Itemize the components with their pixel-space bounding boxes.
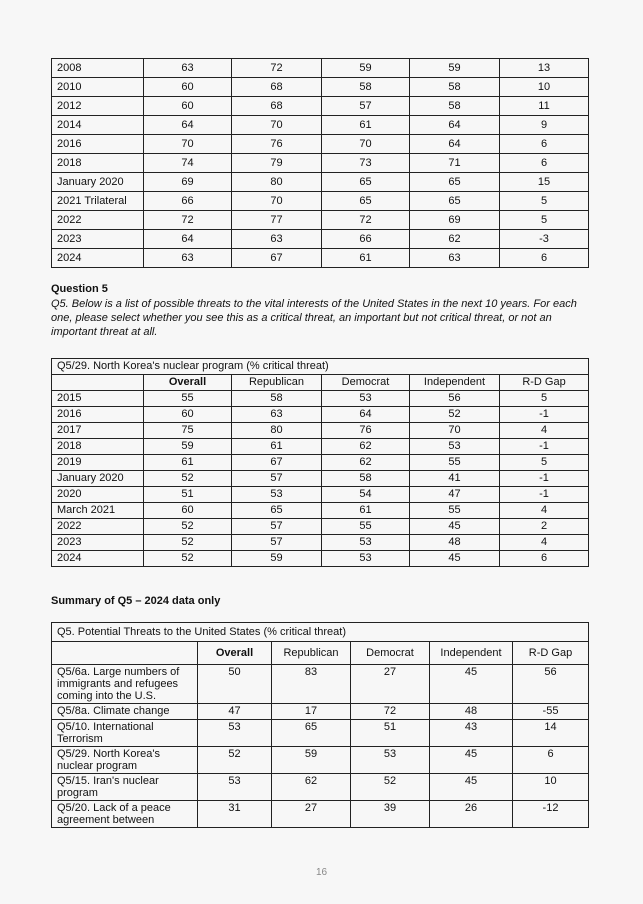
table-cell: 72	[232, 59, 322, 78]
table-cell: 62	[410, 230, 500, 249]
table-cell: 26	[430, 801, 513, 828]
table-row	[52, 519, 589, 535]
table-cell: 53	[322, 535, 410, 551]
table-cell: 4	[500, 503, 589, 519]
table-cell: 72	[144, 211, 232, 230]
table-row	[52, 78, 589, 97]
table-cell: 70	[322, 135, 410, 154]
table-cell: 52	[144, 471, 232, 487]
table-row	[52, 455, 589, 471]
table-cell: 63	[144, 59, 232, 78]
table-cell: 53	[198, 720, 272, 747]
table-cell: 58	[322, 471, 410, 487]
table-cell: 55	[322, 519, 410, 535]
table-cell: 58	[232, 391, 322, 407]
table-cell: 51	[144, 487, 232, 503]
table-cell: 52	[144, 519, 232, 535]
north-korea-table	[51, 358, 589, 567]
table-row	[52, 503, 589, 519]
table-cell: 67	[232, 249, 322, 268]
table-cell: 47	[410, 487, 500, 503]
table-cell: 45	[410, 519, 500, 535]
table-cell: 53	[198, 774, 272, 801]
table-cell: 61	[322, 503, 410, 519]
row-label: January 2020	[52, 471, 144, 487]
table-cell: 60	[144, 407, 232, 423]
table-cell: 64	[144, 116, 232, 135]
column-header: R-D Gap	[500, 375, 589, 391]
table-cell: 10	[500, 78, 589, 97]
table-cell: 66	[144, 192, 232, 211]
table-cell: 52	[410, 407, 500, 423]
table-cell: 58	[322, 78, 410, 97]
table-cell: -1	[500, 407, 589, 423]
trend-table-continued	[51, 58, 589, 268]
table-cell: 17	[272, 704, 351, 720]
table-row	[52, 116, 589, 135]
table-cell: 80	[232, 423, 322, 439]
table-row	[52, 249, 589, 268]
table-cell: 53	[351, 747, 430, 774]
table-cell: 56	[513, 665, 589, 704]
table-cell: 66	[322, 230, 410, 249]
summary-table	[51, 622, 589, 828]
table-row	[52, 211, 589, 230]
table-cell: 56	[410, 391, 500, 407]
table-cell: 63	[144, 249, 232, 268]
table-cell: 65	[410, 173, 500, 192]
table-caption: Q5/29. North Korea's nuclear program (% critical threat)	[52, 359, 589, 375]
table-cell: 65	[322, 173, 410, 192]
table-cell: 52	[351, 774, 430, 801]
question-5-text: Q5. Below is a list of possible threats to the vital interests of the United States in the next 10 years. For each one, please select whether you see this as a critical threat, an important but not critical threat, or not an important threat at all.	[51, 298, 577, 338]
column-header: Independent	[430, 642, 513, 665]
table-cell: 53	[232, 487, 322, 503]
table-row	[52, 391, 589, 407]
table-row	[52, 423, 589, 439]
table-cell: 57	[322, 97, 410, 116]
table-cell: -1	[500, 487, 589, 503]
column-header: Republican	[232, 375, 322, 391]
table-row	[52, 665, 589, 704]
column-header: Independent	[410, 375, 500, 391]
table-cell: 15	[500, 173, 589, 192]
table-cell: 61	[232, 439, 322, 455]
table-cell: 52	[144, 535, 232, 551]
table-cell: 31	[198, 801, 272, 828]
table-cell: 59	[232, 551, 322, 567]
table-caption: Q5. Potential Threats to the United States (% critical threat)	[52, 623, 589, 642]
table-cell: 2	[500, 519, 589, 535]
row-label: 2018	[52, 154, 144, 173]
table-cell: 63	[232, 407, 322, 423]
row-label: 2010	[52, 78, 144, 97]
table-cell: 27	[272, 801, 351, 828]
table-row	[52, 535, 589, 551]
table-cell: 60	[144, 78, 232, 97]
row-label: 2024	[52, 551, 144, 567]
table-cell: 41	[410, 471, 500, 487]
table-cell: 6	[500, 154, 589, 173]
row-label: 2019	[52, 455, 144, 471]
table-cell: 6	[513, 747, 589, 774]
row-label: 2017	[52, 423, 144, 439]
row-label: Q5/15. Iran's nuclear program	[52, 774, 198, 801]
table-cell: 5	[500, 192, 589, 211]
table-cell: 27	[351, 665, 430, 704]
table-cell: 61	[144, 455, 232, 471]
table-cell: 80	[232, 173, 322, 192]
table-row	[52, 135, 589, 154]
page-number: 16	[315, 867, 328, 878]
table-cell: 62	[322, 455, 410, 471]
row-label: 2014	[52, 116, 144, 135]
column-header: Republican	[272, 642, 351, 665]
table-cell: 47	[198, 704, 272, 720]
table-cell: 68	[232, 78, 322, 97]
row-label: 2020	[52, 487, 144, 503]
row-label: Q5/6a. Large numbers of immigrants and refugees coming into the U.S.	[52, 665, 198, 704]
column-header	[52, 642, 198, 665]
table-cell: 60	[144, 97, 232, 116]
table-cell: -12	[513, 801, 589, 828]
table-cell: 45	[430, 665, 513, 704]
table-cell: 6	[500, 551, 589, 567]
table-cell: 68	[232, 97, 322, 116]
table-cell: 62	[322, 439, 410, 455]
table-cell: 54	[322, 487, 410, 503]
table-cell: 60	[144, 503, 232, 519]
table-cell: 53	[322, 551, 410, 567]
table-cell: 57	[232, 519, 322, 535]
table-cell: 57	[232, 535, 322, 551]
table-cell: 48	[430, 704, 513, 720]
table-cell: 6	[500, 135, 589, 154]
row-label: 2018	[52, 439, 144, 455]
table-cell: 69	[144, 173, 232, 192]
table-row	[52, 154, 589, 173]
row-label: 2015	[52, 391, 144, 407]
table-row	[52, 704, 589, 720]
table-row	[52, 471, 589, 487]
table-cell: 52	[144, 551, 232, 567]
table-cell: 4	[500, 423, 589, 439]
table-cell: 59	[410, 59, 500, 78]
row-label: 2021 Trilateral	[52, 192, 144, 211]
table-row	[52, 774, 589, 801]
table-row	[52, 407, 589, 423]
table-cell: 70	[410, 423, 500, 439]
column-header: Overall	[144, 375, 232, 391]
table-cell: 75	[144, 423, 232, 439]
table-cell: 73	[322, 154, 410, 173]
table-cell: 45	[410, 551, 500, 567]
table-cell: 63	[232, 230, 322, 249]
row-label: 2023	[52, 230, 144, 249]
table-row	[52, 747, 589, 774]
row-label: Q5/10. International Terrorism	[52, 720, 198, 747]
table-cell: 53	[410, 439, 500, 455]
table-row	[52, 192, 589, 211]
table-cell: 55	[410, 503, 500, 519]
table-cell: 65	[232, 503, 322, 519]
table-cell: 43	[430, 720, 513, 747]
table-row	[52, 801, 589, 828]
column-header: R-D Gap	[513, 642, 589, 665]
row-label: Q5/8a. Climate change	[52, 704, 198, 720]
table-cell: 5	[500, 211, 589, 230]
table-cell: 58	[410, 97, 500, 116]
table-cell: 9	[500, 116, 589, 135]
row-label: 2016	[52, 407, 144, 423]
table-cell: -55	[513, 704, 589, 720]
table-cell: 55	[144, 391, 232, 407]
table-cell: 70	[144, 135, 232, 154]
table-cell: 11	[500, 97, 589, 116]
summary-heading: Summary of Q5 – 2024 data only	[51, 595, 221, 607]
table-cell: -1	[500, 439, 589, 455]
row-label: Q5/20. Lack of a peace agreement between	[52, 801, 198, 828]
table-cell: -3	[500, 230, 589, 249]
row-label: 2008	[52, 59, 144, 78]
table-cell: -1	[500, 471, 589, 487]
table-cell: 70	[232, 116, 322, 135]
table-row	[52, 173, 589, 192]
table-cell: 65	[410, 192, 500, 211]
table-cell: 53	[322, 391, 410, 407]
table-cell: 10	[513, 774, 589, 801]
table-row	[52, 439, 589, 455]
table-cell: 51	[351, 720, 430, 747]
table-cell: 59	[144, 439, 232, 455]
row-label: March 2021	[52, 503, 144, 519]
table-cell: 76	[322, 423, 410, 439]
table-row	[52, 720, 589, 747]
row-label: 2022	[52, 519, 144, 535]
table-cell: 64	[410, 135, 500, 154]
table-cell: 69	[410, 211, 500, 230]
table-row	[52, 230, 589, 249]
table-cell: 58	[410, 78, 500, 97]
table-cell: 64	[410, 116, 500, 135]
table-cell: 77	[232, 211, 322, 230]
table-cell: 4	[500, 535, 589, 551]
table-row	[52, 97, 589, 116]
table-cell: 57	[232, 471, 322, 487]
table-cell: 65	[322, 192, 410, 211]
table-cell: 14	[513, 720, 589, 747]
table-cell: 55	[410, 455, 500, 471]
table-header-row	[52, 642, 589, 665]
row-label: 2023	[52, 535, 144, 551]
table-cell: 45	[430, 774, 513, 801]
table-cell: 79	[232, 154, 322, 173]
table-cell: 70	[232, 192, 322, 211]
table-cell: 48	[410, 535, 500, 551]
row-label: January 2020	[52, 173, 144, 192]
table-row	[52, 551, 589, 567]
row-label: 2022	[52, 211, 144, 230]
table-cell: 45	[430, 747, 513, 774]
table-cell: 5	[500, 455, 589, 471]
table-cell: 52	[198, 747, 272, 774]
table-row	[52, 487, 589, 503]
table-cell: 6	[500, 249, 589, 268]
column-header	[52, 375, 144, 391]
table-cell: 64	[144, 230, 232, 249]
table-cell: 62	[272, 774, 351, 801]
table-cell: 5	[500, 391, 589, 407]
table-cell: 83	[272, 665, 351, 704]
table-cell: 71	[410, 154, 500, 173]
table-cell: 72	[351, 704, 430, 720]
table-cell: 59	[272, 747, 351, 774]
table-cell: 13	[500, 59, 589, 78]
row-label: 2016	[52, 135, 144, 154]
table-row	[52, 59, 589, 78]
table-cell: 74	[144, 154, 232, 173]
question-5-heading: Question 5	[51, 283, 108, 295]
table-cell: 59	[322, 59, 410, 78]
column-header: Democrat	[322, 375, 410, 391]
row-label: 2012	[52, 97, 144, 116]
column-header: Democrat	[351, 642, 430, 665]
table-cell: 64	[322, 407, 410, 423]
table-cell: 61	[322, 116, 410, 135]
table-header-row	[52, 375, 589, 391]
table-cell: 39	[351, 801, 430, 828]
table-cell: 50	[198, 665, 272, 704]
table-cell: 72	[322, 211, 410, 230]
table-cell: 76	[232, 135, 322, 154]
table-cell: 65	[272, 720, 351, 747]
table-cell: 67	[232, 455, 322, 471]
table-cell: 63	[410, 249, 500, 268]
table-cell: 61	[322, 249, 410, 268]
row-label: 2024	[52, 249, 144, 268]
column-header: Overall	[198, 642, 272, 665]
row-label: Q5/29. North Korea's nuclear program	[52, 747, 198, 774]
